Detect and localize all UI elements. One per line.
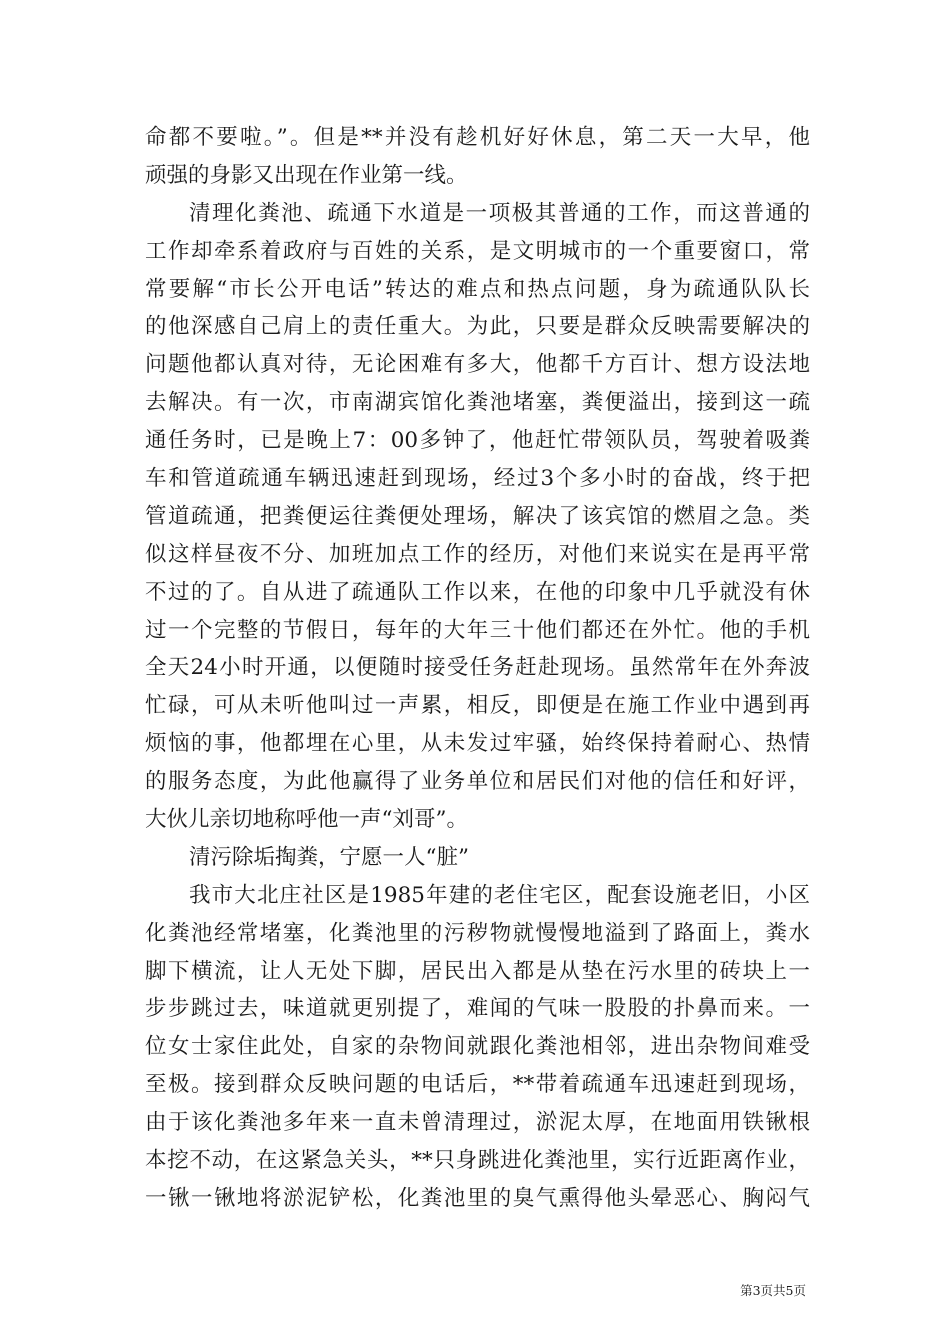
text-line: 常要解“市长公开电话”转达的难点和热点问题，身为疏通队队长 xyxy=(145,276,810,302)
text-line: 不过的了。自从进了疏通队工作以来，在他的印象中几乎就没有休 xyxy=(145,579,810,605)
text-line: 一锹一锹地将淤泥铲松，化粪池里的臭气熏得他头晕恶心、胸闷气 xyxy=(145,1185,810,1211)
text-line: 管道疏通，把粪便运往粪便处理场，解决了该宾馆的燃眉之急。类 xyxy=(145,503,810,529)
text-line: 顽强的身影又出现在作业第一线。 xyxy=(145,162,468,188)
text-line: 大伙儿亲切地称呼他一声“刘哥”。 xyxy=(145,807,468,833)
text-line: 问题他都认真对待，无论困难有多大，他都千方百计、想方设法地 xyxy=(145,352,810,378)
text-line: 的他深感自己肩上的责任重大。为此，只要是群众反映需要解决的 xyxy=(145,314,810,340)
text-line: 车和管道疏通车辆迅速赶到现场，经过3个多小时的奋战，终于把 xyxy=(145,466,810,492)
text-line: 命都不要啦。”。但是**并没有趁机好好休息，第二天一大早，他 xyxy=(145,125,810,150)
document-body xyxy=(145,119,810,1218)
text-line: 烦恼的事，他都埋在心里，从未发过牢骚，始终保持着耐心、热情 xyxy=(145,731,810,757)
text-line: 通任务时，已是晚上7：00多钟了，他赶忙带领队员，驾驶着吸粪 xyxy=(145,428,810,454)
text-line: 化粪池经常堵塞，化粪池里的污秽物就慢慢地溢到了路面上，粪水 xyxy=(145,920,810,946)
text-line: 工作却牵系着政府与百姓的关系，是文明城市的一个重要窗口，常 xyxy=(145,238,810,264)
text-line: 由于该化粪池多年来一直未曾清理过，淤泥太厚，在地面用铁锹根 xyxy=(145,1110,810,1136)
text-line: 步步跳过去，味道就更别提了，难闻的气味一股股的扑鼻而来。一 xyxy=(145,996,810,1022)
text-line: 本挖不动，在这紧急关头，**只身跳进化粪池里，实行近距离作业， xyxy=(145,1148,810,1174)
text-line: 全天24小时开通，以便随时接受任务赶赴现场。虽然常年在外奔波 xyxy=(145,655,810,681)
text-line: 位女士家住此处，自家的杂物间就跟化粪池相邻，进出杂物间难受 xyxy=(145,1034,810,1060)
text-line: 忙碌，可从未听他叫过一声累，相反，即便是在施工作业中遇到再 xyxy=(145,693,810,719)
text-line: 的服务态度，为此他赢得了业务单位和居民们对他的信任和好评， xyxy=(145,769,810,795)
text-line: 过一个完整的节假日，每年的大年三十他们都还在外忙。他的手机 xyxy=(145,617,810,643)
text-line: 至极。接到群众反映问题的电话后，**带着疏通车迅速赶到现场， xyxy=(145,1072,810,1098)
text-line: 清理化粪池、疏通下水道是一项极其普通的工作，而这普通的 xyxy=(189,200,810,226)
text-line: 我市大北庄社区是1985年建的老住宅区，配套设施老旧，小区 xyxy=(189,882,810,908)
text-line: 似这样昼夜不分、加班加点工作的经历，对他们来说实在是再平常 xyxy=(145,541,810,567)
text-line: 去解决。有一次，市南湖宾馆化粪池堵塞，粪便溢出，接到这一疏 xyxy=(145,390,810,416)
section-heading: 清污除垢掏粪，宁愿一人“脏” xyxy=(189,844,469,870)
text-line: 脚下横流，让人无处下脚，居民出入都是从垫在污水里的砖块上一 xyxy=(145,958,810,984)
page-number: 第3页共5页 xyxy=(740,1283,806,1298)
